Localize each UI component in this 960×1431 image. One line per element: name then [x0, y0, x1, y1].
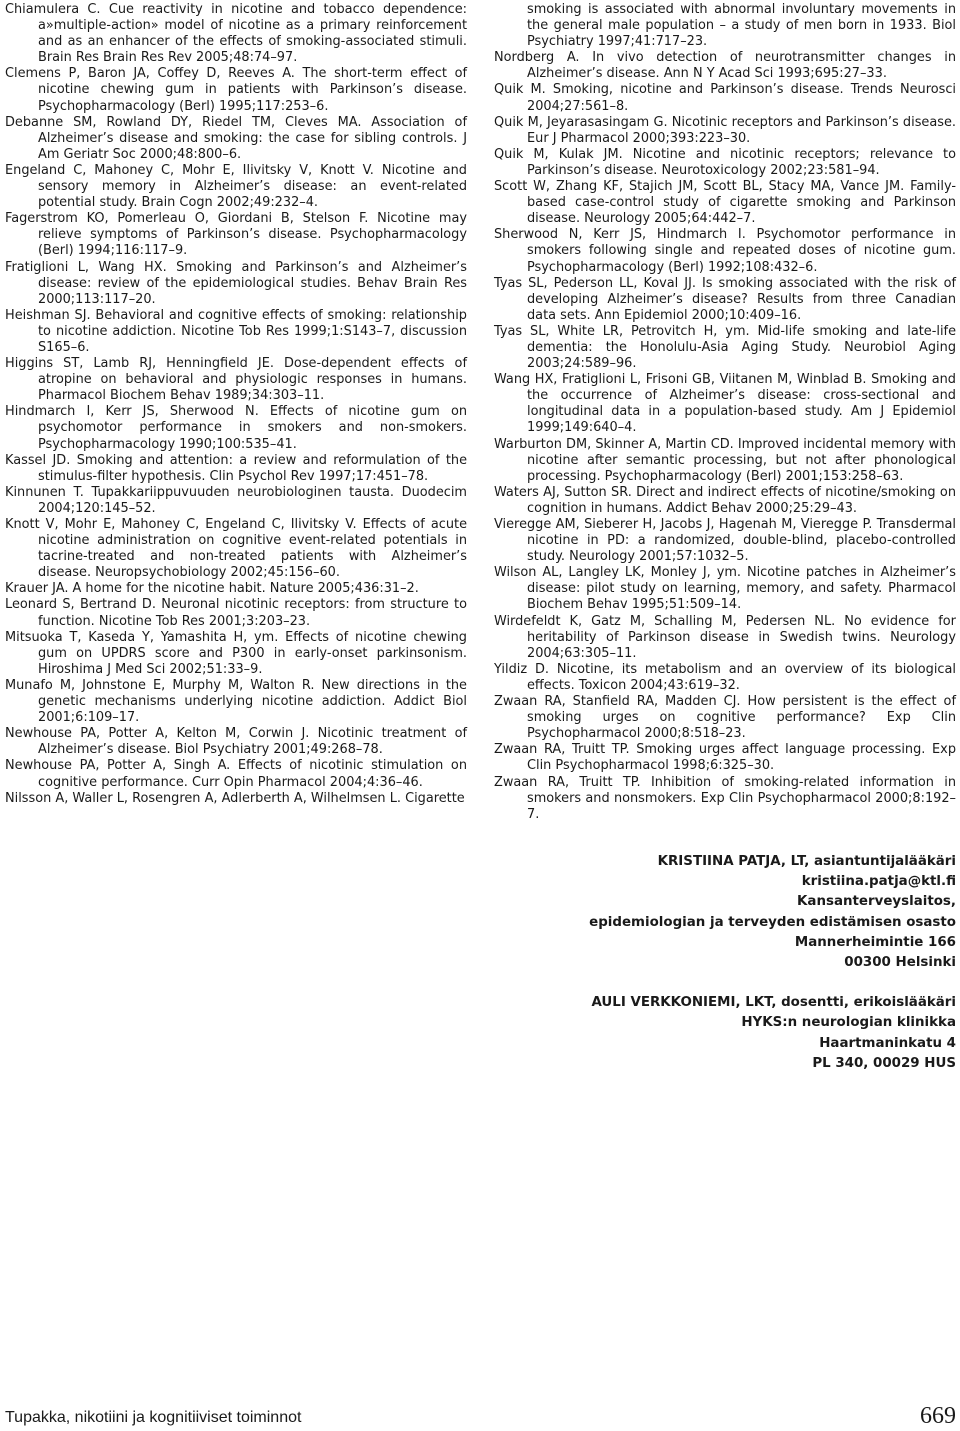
reference-entry: Wilson AL, Langley LK, Monley J, ym. Nicotine patches in Alzheimer’s disease: pilot study on learning, memory, and safety. Pharmacol Biochem Behav 1995;51:509–14.: [494, 565, 956, 613]
reference-entry: Tyas SL, White LR, Petrovitch H, ym. Mid-life smoking and late-life dementia: the Honolulu-Asia Aging Study. Neurobiol Aging 2003;24:589–96.: [494, 323, 956, 372]
author-line: PL 340, 00029 HUS: [812, 1055, 956, 1071]
reference-entry: Munafo M, Johnstone E, Murphy M, Walton R. New directions in the genetic mechanisms underlying nicotine addiction. Addict Biol 2001;6:109–17.: [5, 677, 467, 726]
author-line: Kansanterveyslaitos,: [797, 894, 956, 910]
author-line: AULI VERKKONIEMI, LKT, dosentti, erikoislääkäri: [591, 995, 956, 1011]
reference-entry: Newhouse PA, Potter A, Singh A. Effects of nicotinic stimulation on cognitive performance. Curr Opin Pharmacol 2004;4:36–46.: [5, 758, 467, 790]
author-block: [496, 993, 956, 1074]
author-line: Haartmaninkatu 4: [819, 1035, 956, 1051]
author-line: kristiina.patja@ktl.fi: [801, 874, 956, 890]
page-number: 669: [920, 1403, 956, 1429]
reference-entry: Debanne SM, Rowland DY, Riedel TM, Cleves MA. Association of Alzheimer’s disease and smoking: the case for sibling controls. J Am Geriatr Soc 2000;48:800–6.: [5, 114, 467, 162]
reference-entry: Wirdefeldt K, Gatz M, Schalling M, Pedersen NL. No evidence for heritability of Parkinson disease in Swedish twins. Neurology 2004;63:305–11.: [494, 613, 956, 661]
author-line: HYKS:n neurologian klinikka: [741, 1015, 956, 1031]
reference-entry: smoking is associated with abnormal involuntary movements in the general male population – a study of men born in 1933. Biol Psychiatry 1997;41:717–23.: [527, 2, 956, 50]
author-block: [496, 852, 956, 973]
reference-column-right: [494, 2, 956, 823]
reference-entry: Fagerstrom KO, Pomerleau O, Giordani B, Stelson F. Nicotine may relieve symptoms of Parkinson’s disease. Psychopharmacology (Berl) 1994;116:117–9.: [5, 211, 467, 259]
author-line: KRISTIINA PATJA, LT, asiantuntijalääkäri: [657, 854, 956, 869]
reference-entry: Yildiz D. Nicotine, its metabolism and an overview of its biological effects. Toxicon 2004;43:619–32.: [494, 661, 956, 693]
reference-entry: Warburton DM, Skinner A, Martin CD. Improved incidental memory with nicotine after semantic processing, but not after phonological processing. Psychopharmacology (Berl) 2001;153:258–63.: [494, 436, 956, 484]
reference-entry: Quik M, Jeyarasasingam G. Nicotinic receptors and Parkinson’s disease. Eur J Pharmacol 2000;393:223–30.: [494, 114, 956, 146]
author-line: 00300 Helsinki: [844, 955, 956, 971]
reference-entry: Leonard S, Bertrand D. Neuronal nicotinic receptors: from structure to function. Nicotine Tob Res 2001;3:203–23.: [5, 597, 467, 629]
reference-entry: Newhouse PA, Potter A, Kelton M, Corwin J. Nicotinic treatment of Alzheimer’s disease. Biol Psychiatry 2001;49:268–78.: [5, 726, 467, 758]
reference-entry: Heishman SJ. Behavioral and cognitive effects of smoking: relationship to nicotine addiction. Nicotine Tob Res 1999;1:S143–7, discussion S165–6.: [5, 307, 467, 355]
reference-entry: Quik M. Smoking, nicotine and Parkinson’s disease. Trends Neurosci 2004;27:561–8.: [494, 82, 956, 114]
reference-entry: Chiamulera C. Cue reactivity in nicotine and tobacco dependence: a»multiple-action» model of nicotine as a primary reinforcement and as an enhancer of the effects of smoking-associated stimuli. Brain Res Brain Res Rev 2005;48:74–97.: [5, 2, 467, 66]
reference-entry: Hindmarch I, Kerr JS, Sherwood N. Effects of nicotine gum on psychomotor performance in smokers and non-smokers. Psychopharmacology 1990;100:535–41.: [5, 404, 467, 452]
reference-entry: Kinnunen T. Tupakkariippuvuuden neurobiologinen tausta. Duodecim 2004;120:145–52.: [5, 484, 467, 516]
reference-entry: Knott V, Mohr E, Mahoney C, Engeland C, Ilivitsky V. Effects of acute nicotine administration on cognitive event-related potentials in tacrine-treated and non-treated patients with Alzheimer’s disease. Neuropsychobiology 2002;45:156–60.: [5, 517, 467, 581]
reference-entry: Nilsson A, Waller L, Rosengren A, Adlerberth A, Wilhelmsen L. Cigarette: [5, 790, 465, 806]
reference-entry: Quik M, Kulak JM. Nicotine and nicotinic receptors; relevance to Parkinson’s disease. Neurotoxicology 2002;23:581–94.: [494, 146, 956, 178]
running-title: Tupakka, nikotiini ja kognitiiviset toiminnot: [5, 1409, 302, 1426]
reference-entry: Mitsuoka T, Kaseda Y, Yamashita H, ym. Effects of nicotine chewing gum on UPDRS score and P300 in early-onset parkinsonism. Hiroshima J Med Sci 2002;51:33–9.: [5, 629, 467, 677]
reference-entry: Engeland C, Mahoney C, Mohr E, Ilivitsky V, Knott V. Nicotine and sensory memory in Alzheimer’s disease: an event-related potential study. Brain Cogn 2002;49:232–4.: [5, 162, 467, 211]
reference-entry: Zwaan RA, Stanfield RA, Madden CJ. How persistent is the effect of smoking urges on cognitive performance? Exp Clin Psychopharmacol 2000;8:518–23.: [494, 694, 956, 742]
reference-entry: Zwaan RA, Truitt TP. Smoking urges affect language processing. Exp Clin Psychopharmacol 1998;6:325–30.: [494, 742, 956, 774]
reference-entry: Fratiglioni L, Wang HX. Smoking and Parkinson’s and Alzheimer’s disease: review of the epidemiological studies. Behav Brain Res 2000;113:117–20.: [5, 259, 467, 307]
reference-entry: Higgins ST, Lamb RJ, Henningfield JE. Dose-dependent effects of atropine on behavioral and physiologic responses in humans. Pharmacol Biochem Behav 1989;34:303–11.: [5, 356, 467, 404]
reference-entry: Waters AJ, Sutton SR. Direct and indirect effects of nicotine/smoking on cognition in humans. Addict Behav 2000;25:29–43.: [494, 484, 956, 516]
author-line: epidemiologian ja terveyden edistämisen osasto: [589, 914, 956, 930]
reference-entry: Krauer JA. A home for the nicotine habit. Nature 2005;436:31–2.: [5, 581, 419, 597]
author-affiliations: [496, 852, 956, 1074]
reference-entry: Vieregge AM, Sieberer H, Jacobs J, Hagenah M, Vieregge P. Transdermal nicotine in PD: a randomized, double-blind, placebo-controlled study. Neurology 2001;57:1032–5.: [494, 517, 956, 565]
author-line: Mannerheimintie 166: [794, 934, 956, 950]
reference-entry: Zwaan RA, Truitt TP. Inhibition of smoking-related information in smokers and nonsmokers. Exp Clin Psychopharmacol 2000;8:192–7.: [494, 774, 956, 822]
reference-entry: Tyas SL, Pederson LL, Koval JJ. Is smoking associated with the risk of developing Alzheimer’s disease? Results from three Canadian data sets. Ann Epidemiol 2000;10:409–16.: [494, 275, 956, 323]
reference-entry: Kassel JD. Smoking and attention: a review and reformulation of the stimulus-filter hypothesis. Clin Psychol Rev 1997;17:451–78.: [5, 452, 467, 484]
reference-entry: Nordberg A. In vivo detection of neurotransmitter changes in Alzheimer’s disease. Ann N Y Acad Sci 1993;695:27–33.: [494, 50, 956, 82]
reference-entry: Wang HX, Fratiglioni L, Frisoni GB, Viitanen M, Winblad B. Smoking and the occurrence of Alzheimer’s disease: cross-sectional and longitudinal data in a population-based study. Am J Epidemiol 1999;149:640–4.: [494, 372, 956, 436]
reference-entry: Sherwood N, Kerr JS, Hindmarch I. Psychomotor performance in smokers following single and repeated doses of nicotine gum. Psychopharmacology (Berl) 1992;108:432–6.: [494, 227, 956, 275]
reference-column-left: [5, 2, 467, 807]
reference-entry: Scott W, Zhang KF, Stajich JM, Scott BL, Stacy MA, Vance JM. Family-based case-control study of cigarette smoking and Parkinson disease. Neurology 2005;64:442–7.: [494, 179, 956, 227]
reference-entry: Clemens P, Baron JA, Coffey D, Reeves A. The short-term effect of nicotine chewing gum in patients with Parkinson’s disease. Psychopharmacology (Berl) 1995;117:253–6.: [5, 66, 467, 114]
